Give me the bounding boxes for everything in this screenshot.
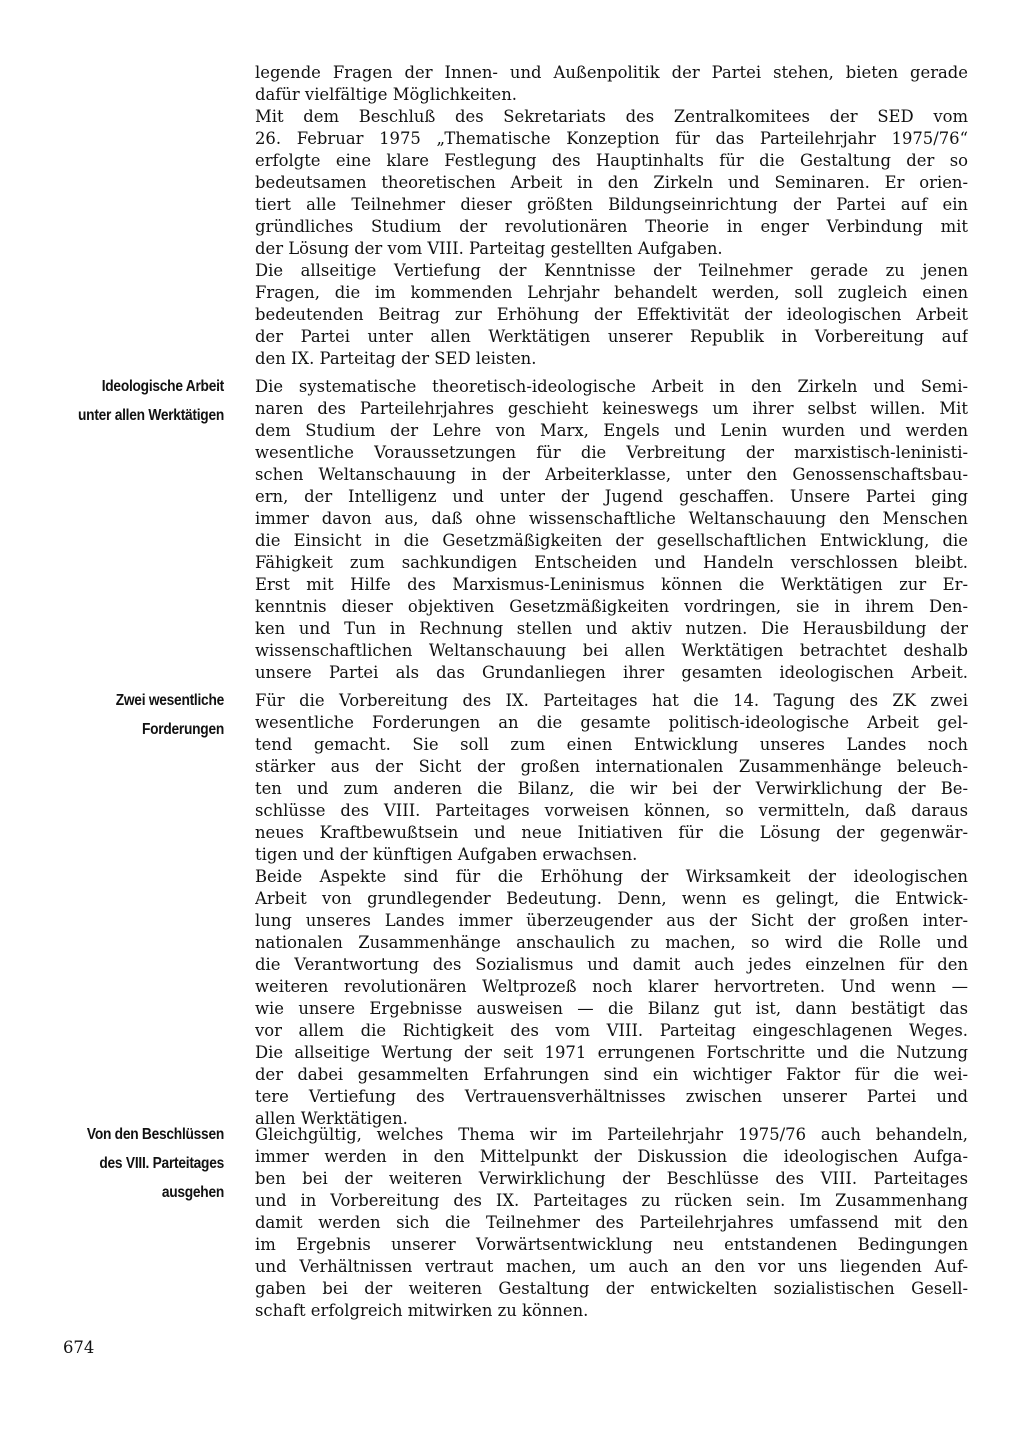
margin-heading-ideologische-arbeit [61,372,224,430]
body-line: wesentliche Forderungen an die gesamte politisch-ideologische Arbeit gel- [255,713,968,732]
body-line: damit werden sich die Teilnehmer des Parteilehrjahres umfassend mit den [255,1213,968,1232]
body-line: ten und zum anderen die Bilanz, die wir bei der Verwirklichung der Be- [255,779,968,798]
body-line: immer davon aus, daß ohne wissenschaftliche Weltanschauung den Menschen [255,509,968,528]
body-line: Die allseitige Vertiefung der Kenntnisse der Teilnehmer gerade zu jenen [255,261,968,280]
body-line: ken und Tun in Rechnung stellen und aktiv nutzen. Die Herausbildung der [255,619,968,638]
body-line: im Ergebnis unserer Vorwärtsentwicklung neu entstandenen Bedingungen [255,1235,968,1254]
body-line: Gleichgültig, welches Thema wir im Parteilehrjahr 1975/76 auch behandeln, [255,1125,968,1144]
heading-line: des VIII. Parteitages [99,1155,224,1172]
margin-heading-zwei-forderungen [61,686,224,744]
body-line: den IX. Parteitag der SED leisten. [255,349,537,368]
body-line: tiert alle Teilnehmer dieser größten Bildungseinrichtung der Partei auf ein [255,195,968,214]
body-line: tigen und der künftigen Aufgaben erwachsen. [255,845,638,864]
body-line: wie unsere Ergebnisse ausweisen — die Bilanz gut ist, dann bestätigt das [255,999,968,1018]
body-line: bedeutsamen theoretischen Arbeit in den Zirkeln und Seminaren. Er orien- [255,173,968,192]
body-line: gründliches Studium der revolutionären Theorie in enger Verbindung mit [255,217,968,236]
body-line: schen Weltanschauung in der Arbeiterklasse, unter den Genossenschaftsbau- [255,465,968,484]
body-line: neues Kraftbewußtsein und neue Initiativen für die Lösung der gegenwär- [255,823,968,842]
body-line: und Verhältnissen vertraut machen, um auch an den vor uns liegenden Auf- [255,1257,968,1276]
body-line: schaft erfolgreich mitwirken zu können. [255,1301,589,1320]
page-number: 674 [63,1338,95,1357]
body-line: vor allem die Richtigkeit des vom VIII. Parteitag eingeschlagenen Weges. [255,1021,968,1040]
body-line: stärker aus der Sicht der großen internationalen Zusammenhänge beleuch- [255,757,968,776]
body-line: weiteren revolutionären Weltprozeß noch klarer hervortreten. Und wenn — [255,977,968,996]
heading-line: Von den Beschlüssen [86,1126,224,1143]
body-line: tend gemacht. Sie soll zum einen Entwicklung unseres Landes noch [255,735,968,754]
body-line: Die allseitige Wertung der seit 1971 errungenen Fortschritte und die Nutzung [255,1043,968,1062]
body-line: wesentliche Voraussetzungen für die Verbreitung der marxistisch-leninisti- [255,443,968,462]
body-line: dafür vielfältige Möglichkeiten. [255,85,517,104]
body-line: nationalen Zusammenhänge anschaulich zu machen, so wird die Rolle und [255,933,968,952]
body-line: schlüsse des VIII. Parteitages vorweisen können, so vermitteln, daß daraus [255,801,968,820]
body-line: die Verantwortung des Sozialismus und damit auch jedes einzelnen für den [255,955,968,974]
body-line: dem Studium der Lehre von Marx, Engels und Lenin wurden und werden [255,421,968,440]
body-line: kenntnis dieser objektiven Gesetzmäßigkeiten vordringen, sie in ihrem Den- [255,597,968,616]
body-line: Erst mit Hilfe des Marxismus-Leninismus können die Werktätigen zur Er- [255,575,968,594]
body-line: Für die Vorbereitung des IX. Parteitages hat die 14. Tagung des ZK zwei [255,691,968,710]
body-line: legende Fragen der Innen- und Außenpolitik der Partei stehen, bieten gerade [255,63,968,82]
body-line: Fragen, die im kommenden Lehrjahr behandelt werden, soll zugleich einen [255,283,968,302]
body-line: der Partei unter allen Werktätigen unserer Republik in Vorbereitung auf [255,327,968,346]
body-line: unsere Partei als das Grundanliegen ihrer gesamten ideologischen Arbeit. [255,663,968,682]
body-line: Fähigkeit zum sachkundigen Entscheiden und Handeln verschlossen bleibt. [255,553,968,572]
body-line: die Einsicht in die Gesetzmäßigkeiten der gesellschaftlichen Entwicklung, die [255,531,968,550]
heading-line: unter allen Werktätigen [78,407,224,424]
body-line: ben bei der weiteren Verwirklichung der Beschlüsse des VIII. Parteitages [255,1169,968,1188]
heading-line: Forderungen [141,721,224,738]
body-line: allen Werktätigen. [255,1109,408,1128]
body-line: gaben bei der weiteren Gestaltung der entwickelten sozialistischen Gesell- [255,1279,968,1298]
body-line: Arbeit von grundlegender Bedeutung. Denn, wenn es gelingt, die Entwick- [255,889,968,908]
body-line: naren des Parteilehrjahres geschieht keineswegs um ihrer selbst willen. Mit [255,399,968,418]
body-line: der dabei gesammelten Erfahrungen sind ein wichtiger Faktor für die wei- [255,1065,968,1084]
body-line: erfolgte eine klare Festlegung des Hauptinhalts für die Gestaltung der so [255,151,968,170]
body-line: ern, der Intelligenz und unter der Jugend geschaffen. Unsere Partei ging [255,487,968,506]
body-line: Die systematische theoretisch-ideologische Arbeit in den Zirkeln und Semi- [255,377,968,396]
margin-heading-beschluesse [61,1120,224,1207]
heading-line: Ideologische Arbeit [101,378,224,395]
heading-line: Zwei wesentliche [115,692,224,709]
body-line: und in Vorbereitung des IX. Parteitages zu rücken sein. Im Zusammenhang [255,1191,968,1210]
body-line: Beide Aspekte sind für die Erhöhung der Wirksamkeit der ideologischen [255,867,968,886]
body-line: bedeutenden Beitrag zur Erhöhung der Effektivität der ideologischen Arbeit [255,305,968,324]
body-line: wissenschaftlichen Weltanschauung bei allen Werktätigen betrachtet deshalb [255,641,968,660]
body-line: Mit dem Beschluß des Sekretariats des Zentralkomitees der SED vom [255,107,968,126]
body-line: tere Vertiefung des Vertrauensverhältnisses zwischen unserer Partei und [255,1087,968,1106]
body-line: immer werden in den Mittelpunkt der Diskussion die ideologischen Aufga- [255,1147,968,1166]
heading-line: ausgehen [161,1184,224,1201]
body-line: 26. Februar 1975 „Thematische Konzeption für das Parteilehrjahr 1975/76“ [255,129,968,148]
body-line: lung unseres Landes immer überzeugender aus der Sicht der großen inter- [255,911,968,930]
body-line: der Lösung der vom VIII. Parteitag gestellten Aufgaben. [255,239,723,258]
